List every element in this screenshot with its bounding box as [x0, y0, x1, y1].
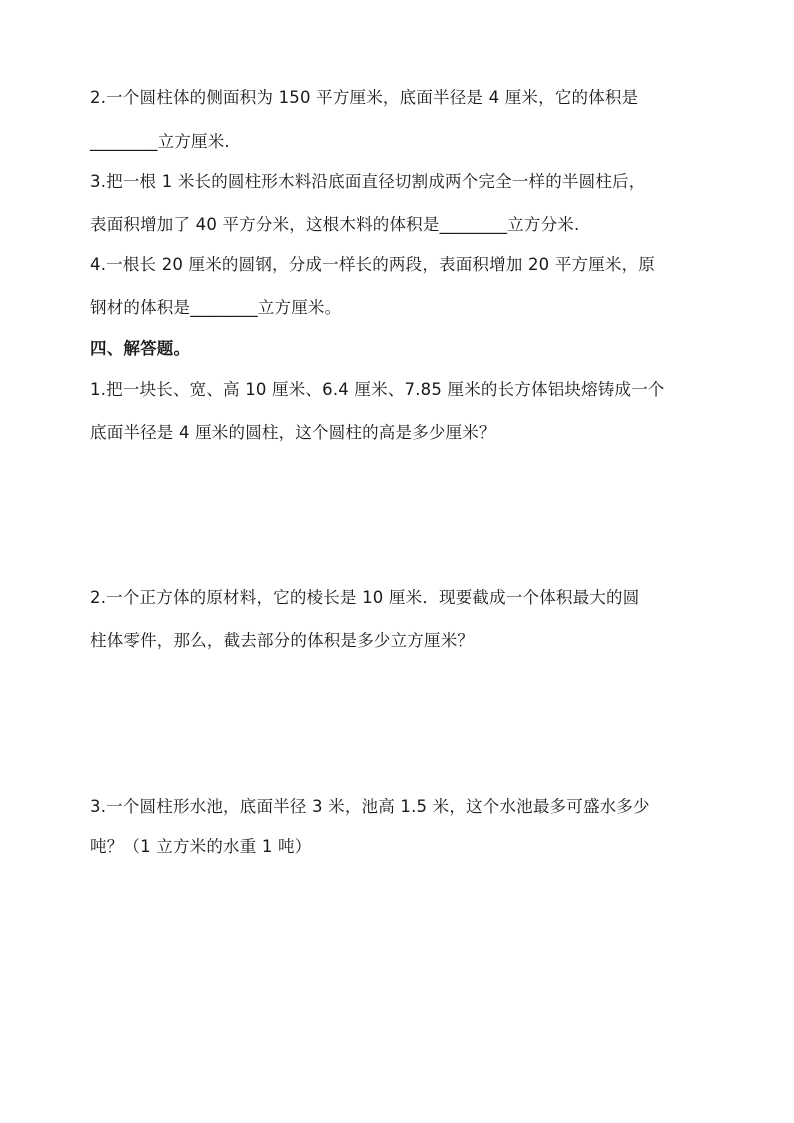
fill-question-4-line-2: 钢材的体积是________立方厘米。	[90, 298, 342, 317]
fill-question-2-line-2: ________立方厘米.	[90, 132, 230, 151]
section-heading: 四、解答题。	[90, 339, 191, 358]
answer-question-1-line-2: 底面半径是 4 厘米的圆柱，这个圆柱的高是多少厘米？	[90, 423, 496, 442]
fill-question-4-line-1: 4.一根长 20 厘米的圆钢，分成一样长的两段，表面积增加 20 平方厘米，原	[90, 255, 656, 274]
fill-question-2-line-1: 2.一个圆柱体的侧面积为 150 平方厘米，底面半径是 4 厘米，它的体积是	[90, 88, 639, 107]
answer-question-3-line-1: 3.一个圆柱形水池，底面半径 3 米，池高 1.5 米，这个水池最多可盛水多少	[90, 797, 650, 816]
answer-question-3-line-2: 吨？（1 立方米的水重 1 吨）	[90, 837, 312, 856]
answer-question-2-line-2: 柱体零件，那么，截去部分的体积是多少立方厘米？	[90, 631, 475, 650]
fill-question-3-line-2: 表面积增加了 40 平方分米，这根木料的体积是________立方分米.	[90, 215, 580, 234]
answer-question-2-line-1: 2.一个正方体的原材料，它的棱长是 10 厘米．现要截成一个体积最大的圆	[90, 588, 640, 607]
answer-question-1-line-1: 1.把一块长、宽、高 10 厘米、6.4 厘米、7.85 厘米的长方体铝块熔铸成一个	[90, 380, 665, 399]
fill-question-3-line-1: 3.把一根 1 米长的圆柱形木料沿底面直径切割成两个完全一样的半圆柱后，	[90, 172, 646, 191]
